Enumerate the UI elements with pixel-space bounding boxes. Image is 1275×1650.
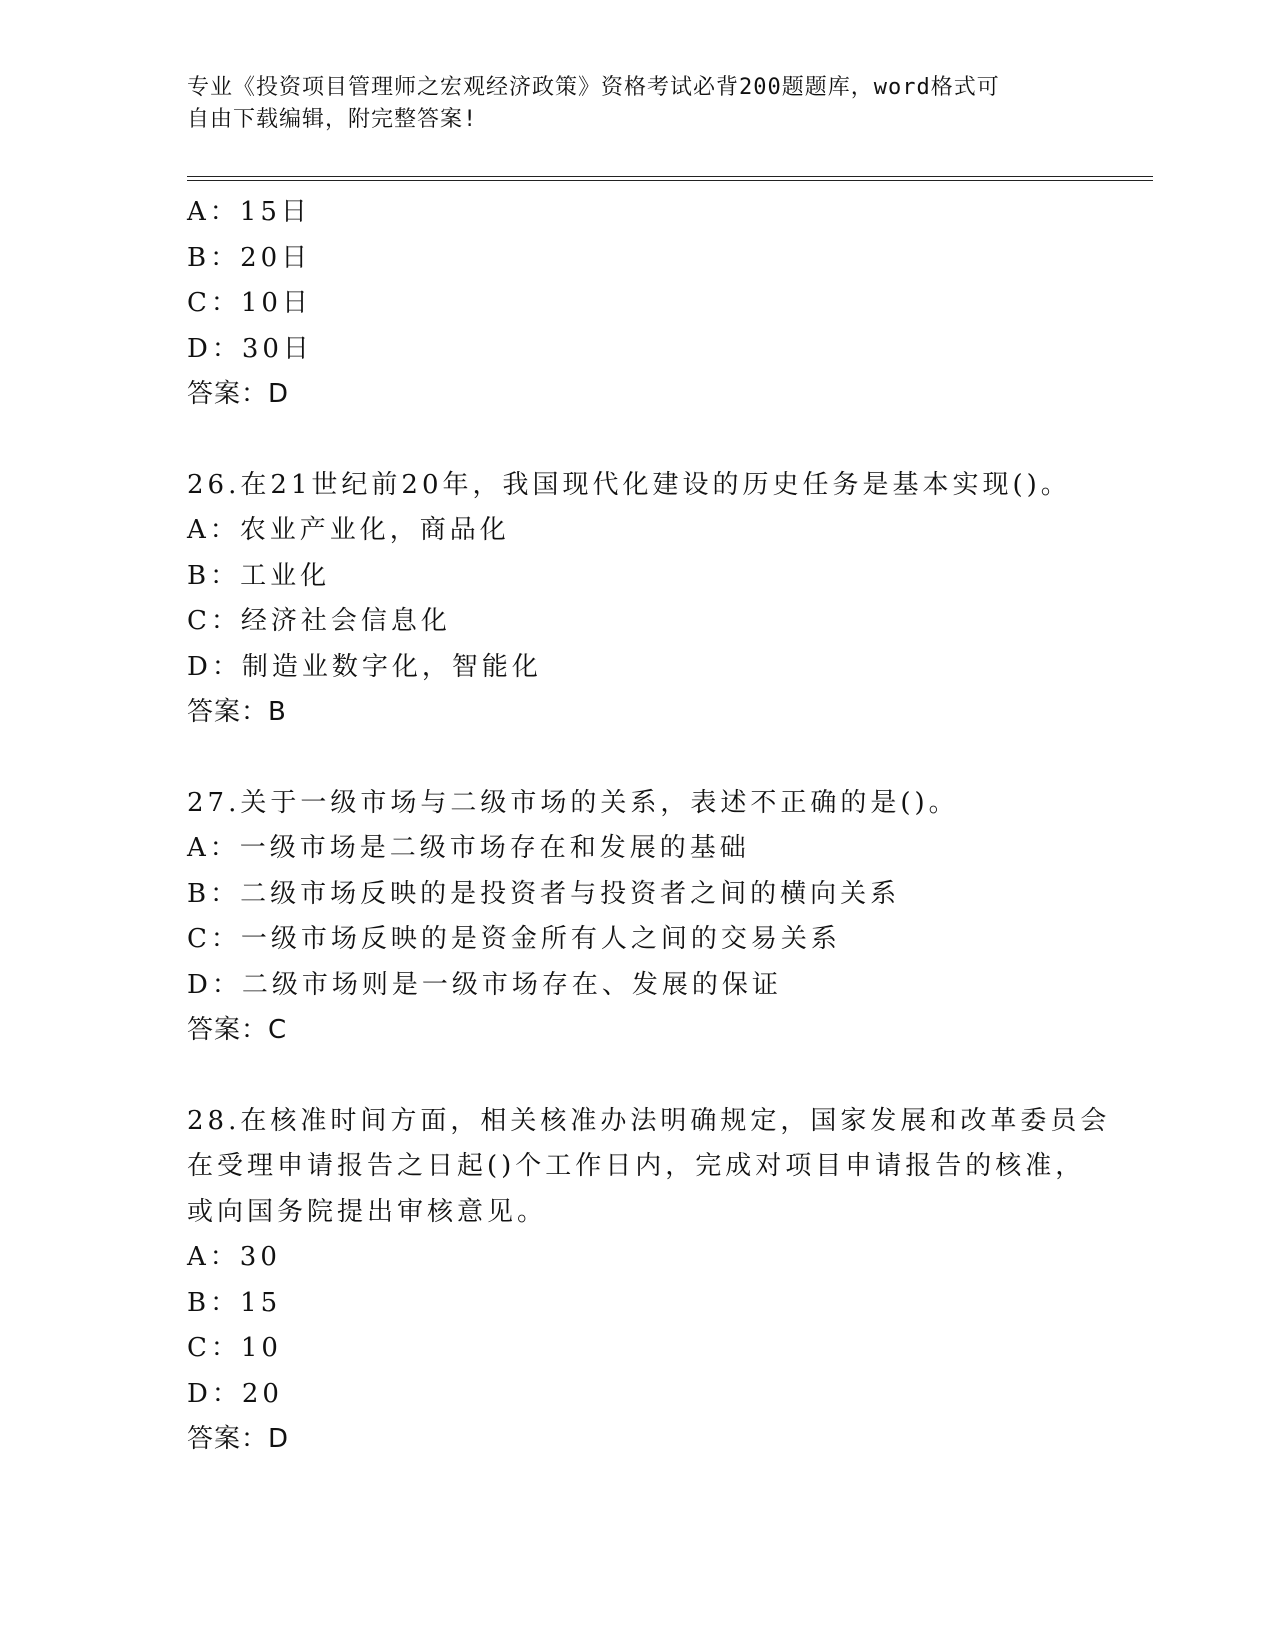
question-28 [187,1099,1111,1463]
option-a: A：农业产业化，商品化 [187,515,510,545]
option-a: A：15日 [187,197,311,227]
question-text-line-2: 在受理申请报告之日起()个工作日内，完成对项目申请报告的核准， [187,1151,1086,1181]
option-c: C：一级市场反映的是资金所有人之间的交易关系 [187,924,841,954]
answer: 答案：D [187,1424,290,1454]
option-d: D：30日 [187,333,313,364]
answer: 答案：C [187,1015,288,1045]
question-text-line-3: 或向国务院提出审核意见。 [187,1196,548,1227]
header-divider [187,176,1153,181]
option-b: B：20日 [187,242,312,273]
question-text: 26.在21世纪前20年，我国现代化建设的历史任务是基本实现()。 [187,469,1071,500]
option-a: A：30 [187,1242,281,1272]
option-d: D：制造业数字化，智能化 [187,651,542,682]
question-25-partial [187,190,1087,418]
spacer [187,736,1087,781]
option-a: A：一级市场是二级市场存在和发展的基础 [187,833,750,863]
option-b: B：二级市场反映的是投资者与投资者之间的横向关系 [187,878,901,909]
question-text-line-1: 28.在核准时间方面，相关核准办法明确规定，国家发展和改革委员会 [187,1105,1111,1136]
option-b: B：工业化 [187,560,331,591]
question-text: 27.关于一级市场与二级市场的关系，表述不正确的是()。 [187,787,959,818]
question-27 [187,781,1087,1054]
spacer [187,1054,1087,1099]
header-title-line-2: 自由下载编辑，附完整答案! [187,107,478,132]
answer: 答案：B [187,697,287,727]
question-26 [187,463,1087,736]
document-header [187,72,1087,136]
option-b: B：15 [187,1287,282,1318]
option-c: C：10日 [187,288,312,318]
answer: 答案：D [187,379,290,409]
option-d: D：20 [187,1378,283,1409]
option-c: C：10 [187,1333,282,1363]
questions-content [187,190,1111,1463]
spacer [187,418,1087,463]
option-c: C：经济社会信息化 [187,606,451,636]
option-d: D：二级市场则是一级市场存在、发展的保证 [187,969,782,1000]
header-title-line-1: 专业《投资项目管理师之宏观经济政策》资格考试必背200题题库，word格式可 [187,75,1000,100]
